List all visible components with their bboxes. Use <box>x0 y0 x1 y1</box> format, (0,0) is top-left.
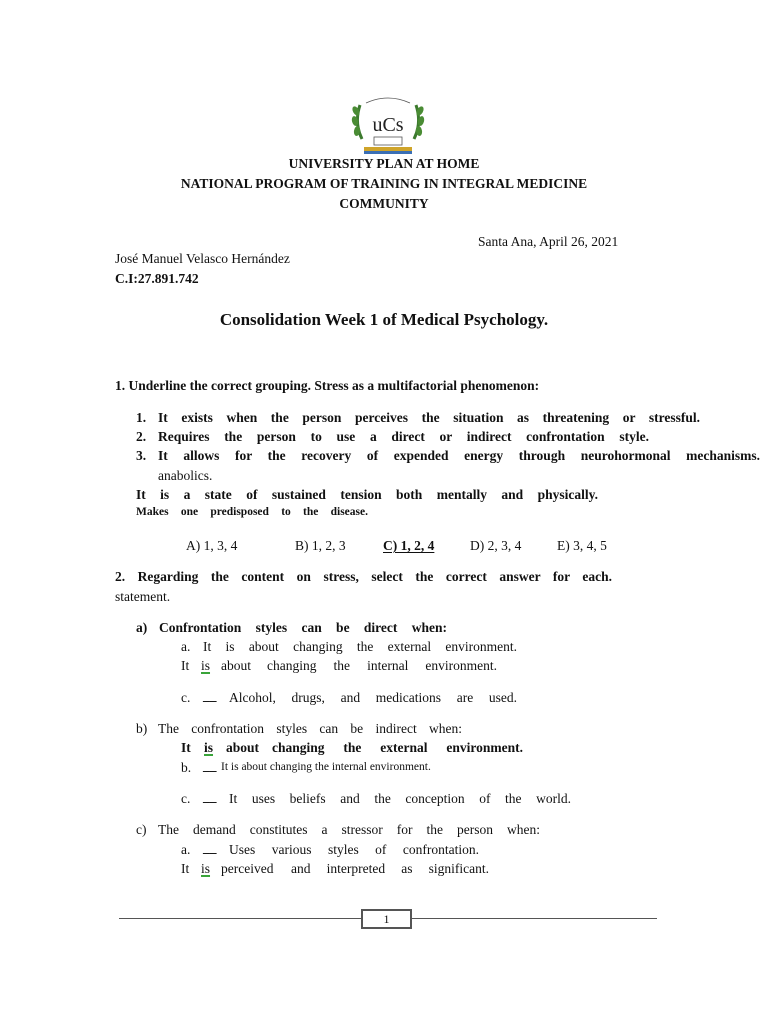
header-line-3: COMMUNITY <box>339 196 429 211</box>
question-1-prompt: 1. Underline the correct grouping. Stress as a multifactorial phenomenon: <box>115 378 540 393</box>
question-2-prompt-cont: statement. <box>115 589 171 604</box>
q1-option-c-selected[interactable]: C) 1, 2, 4 <box>383 538 435 553</box>
q2b-stem: The confrontation styles can be indirect when: <box>158 721 462 736</box>
q1-item-3: It allows for the recovery of expended energy through neurohormonal mechanisms. <box>158 448 760 463</box>
q2a-label: a) <box>136 620 148 635</box>
student-id: C.I:27.891.742 <box>115 271 199 286</box>
svg-text:uCs: uCs <box>372 114 404 136</box>
q2c-opt-a[interactable]: Uses various styles of confrontation. <box>229 842 479 857</box>
q2c-opt-b[interactable]: and interpreted as significant. <box>291 861 489 876</box>
q2c-stem: The demand constitutes a stressor for the person when: <box>158 822 540 837</box>
q2b-opt-a[interactable]: changing the external environment. <box>272 740 523 755</box>
q2b-opt-b-marker: b. <box>181 760 192 775</box>
q2b-label: b) <box>136 721 148 736</box>
q1-option-a[interactable]: A) 1, 3, 4 <box>186 538 238 553</box>
q1-item-2-num: 2. <box>136 429 147 444</box>
q2a-opt-b-is: is <box>201 658 211 673</box>
q1-option-d[interactable]: D) 2, 3, 4 <box>470 538 522 553</box>
q1-item-1: It exists when the person perceives the situation as threatening or stressful. <box>158 410 700 425</box>
place-date: Santa Ana, April 26, 2021 <box>478 234 619 249</box>
q1-item-5: Makes one predisposed to the disease. <box>136 506 368 518</box>
question-2-prompt: 2. Regarding the content on stress, select the correct answer for each. <box>115 569 612 584</box>
q2b-opt-a-about: about <box>226 740 260 755</box>
q2c-opt-b-is: is <box>201 861 211 876</box>
q1-item-3-continuation: anabolics. <box>158 468 213 483</box>
q2a-opt-b[interactable]: changing the internal environment. <box>267 658 497 673</box>
student-name: José Manuel Velasco Hernández <box>115 251 290 266</box>
q1-item-3-num: 3. <box>136 448 147 463</box>
header-line-1: UNIVERSITY PLAN AT HOME <box>288 156 480 171</box>
q2a-opt-b-it: It <box>181 658 190 673</box>
q1-item-1-num: 1. <box>136 410 147 425</box>
q2a-opt-c-blank[interactable]: __ <box>203 688 217 703</box>
university-logo <box>346 95 430 157</box>
q2a-opt-c-marker: c. <box>181 690 191 705</box>
q1-option-e[interactable]: E) 3, 4, 5 <box>557 538 607 553</box>
q1-item-4: It is a state of sustained tension both mentally and physically. <box>136 487 598 502</box>
q2a-opt-a-marker: a. <box>181 639 191 654</box>
q2a-stem: Confrontation styles can be direct when: <box>159 620 447 635</box>
q2b-opt-a-it: It <box>181 740 191 755</box>
q2b-opt-c-blank[interactable]: __ <box>203 789 217 804</box>
q2a-opt-b-about: about <box>221 658 251 673</box>
q2c-opt-a-blank[interactable]: __ <box>203 840 217 855</box>
q2a-opt-a[interactable]: It is about changing the external environment. <box>203 639 517 654</box>
q2c-label: c) <box>136 822 147 837</box>
q2b-opt-c[interactable]: It uses beliefs and the conception of the world. <box>229 791 571 806</box>
q2c-opt-b-it: It <box>181 861 190 876</box>
q2c-opt-a-marker: a. <box>181 842 191 857</box>
q2b-opt-b-blank[interactable]: __ <box>203 758 217 773</box>
q2b-opt-c-marker: c. <box>181 791 191 806</box>
page-title: Consolidation Week 1 of Medical Psychology. <box>219 310 549 329</box>
q2b-opt-a-is: is <box>204 740 214 755</box>
header-line-2: NATIONAL PROGRAM OF TRAINING IN INTEGRAL MEDICINE <box>180 176 588 191</box>
q1-item-2: Requires the person to use a direct or indirect confrontation style. <box>158 429 649 444</box>
q1-option-b[interactable]: B) 1, 2, 3 <box>295 538 346 553</box>
q2b-opt-b[interactable]: It is about changing the internal environment. <box>221 761 431 773</box>
q2c-opt-b-perceived: perceived <box>221 861 274 876</box>
q2a-opt-c[interactable]: Alcohol, drugs, and medications are used. <box>229 690 517 705</box>
page-number: 1 <box>361 909 412 929</box>
